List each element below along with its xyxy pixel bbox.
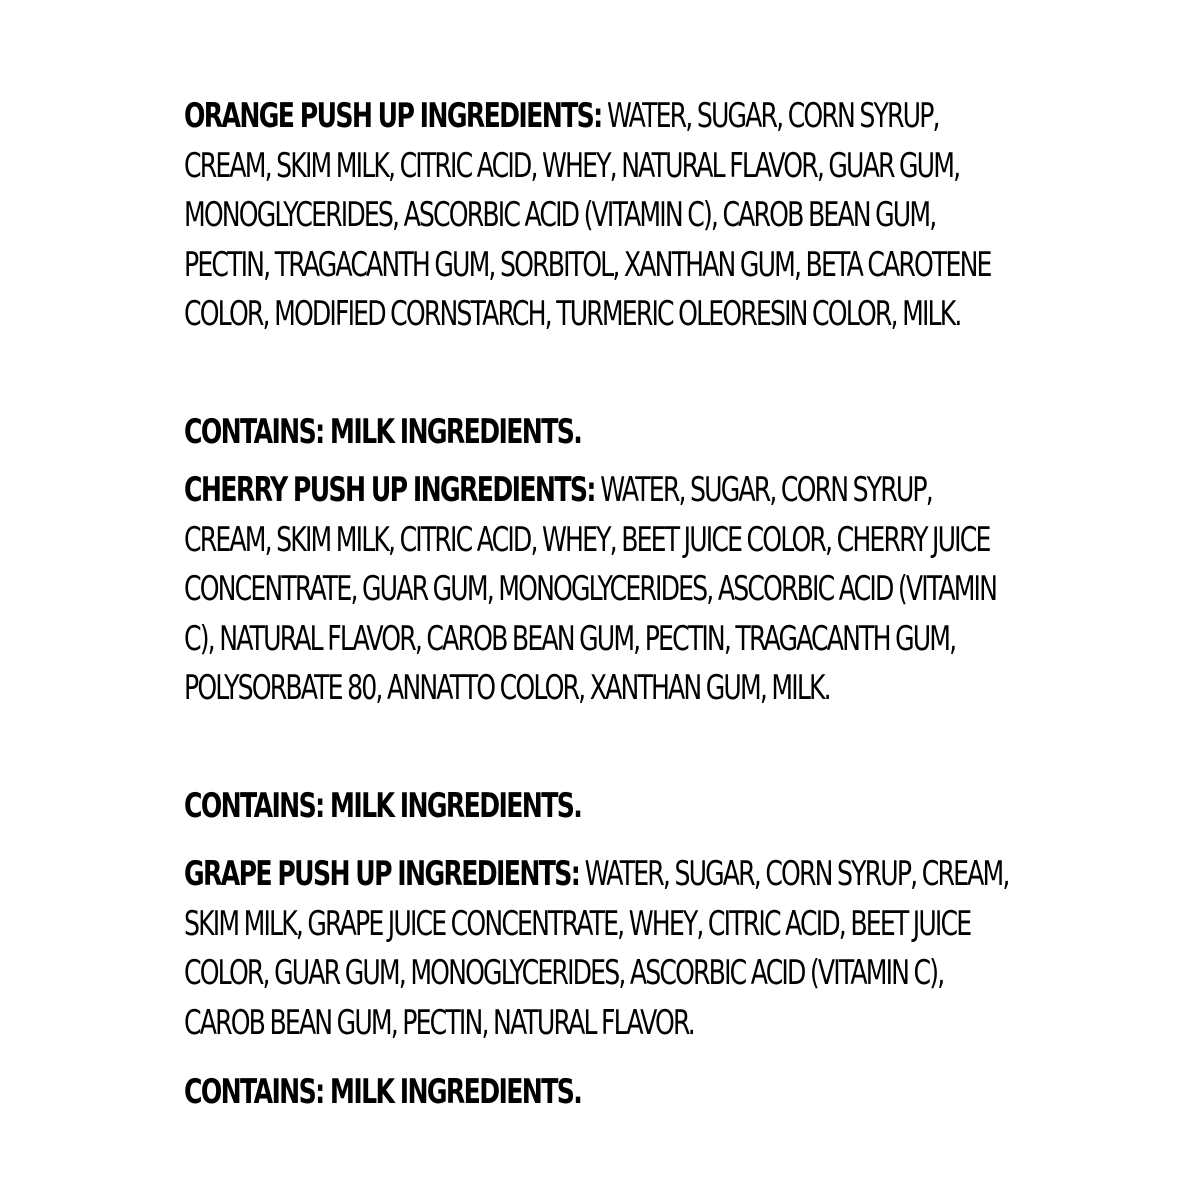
grape-ingredients-paragraph bbox=[184, 850, 1024, 1048]
cherry-ingredients-heading: CHERRY PUSH UP INGREDIENTS: bbox=[184, 470, 595, 510]
grape-ingredients-heading: GRAPE PUSH UP INGREDIENTS: bbox=[184, 854, 580, 894]
grape-ingredients-list: WATER, SUGAR, CORN SYRUP, CREAM, SKIM MILK, GRAPE JUICE CONCENTRATE, WHEY, CITRIC ACID, BEET JUICE COLOR, GUAR GUM, MONOGLYCERIDES, ASCORBIC ACID (VITAMIN C), CAROB BEAN GUM, PECTIN, NATURAL FLAVOR. bbox=[184, 854, 1009, 1043]
cherry-allergen-statement: CONTAINS: MILK INGREDIENTS. bbox=[184, 786, 582, 826]
orange-ingredients-list: WATER, SUGAR, CORN SYRUP, CREAM, SKIM MILK, CITRIC ACID, WHEY, NATURAL FLAVOR, GUAR GUM, MONOGLYCERIDES, ASCORBIC ACID (VITAMIN C), CAROB BEAN GUM, PECTIN, TRAGACANTH GUM, SORBITOL, XANTHAN GUM, BETA CAROTENE COLOR, MODIFIED CORNSTARCH, TURMERIC OLEORESIN COLOR, MILK. bbox=[184, 96, 991, 334]
orange-ingredients-paragraph bbox=[184, 92, 1024, 340]
orange-ingredients-heading: ORANGE PUSH UP INGREDIENTS: bbox=[184, 96, 602, 136]
cherry-ingredients-list: WATER, SUGAR, CORN SYRUP, CREAM, SKIM MILK, CITRIC ACID, WHEY, BEET JUICE COLOR, CHERRY JUICE CONCENTRATE, GUAR GUM, MONOGLYCERIDES, ASCORBIC ACID (VITAMIN C), NATURAL FLAVOR, CAROB BEAN GUM, PECTIN, TRAGACANTH GUM, POLYSORBATE 80, ANNATTO COLOR, XANTHAN GUM, MILK. bbox=[184, 470, 997, 708]
cherry-ingredients-paragraph bbox=[184, 466, 1024, 714]
grape-allergen-statement: CONTAINS: MILK INGREDIENTS. bbox=[184, 1072, 582, 1112]
orange-allergen-statement: CONTAINS: MILK INGREDIENTS. bbox=[184, 412, 582, 452]
